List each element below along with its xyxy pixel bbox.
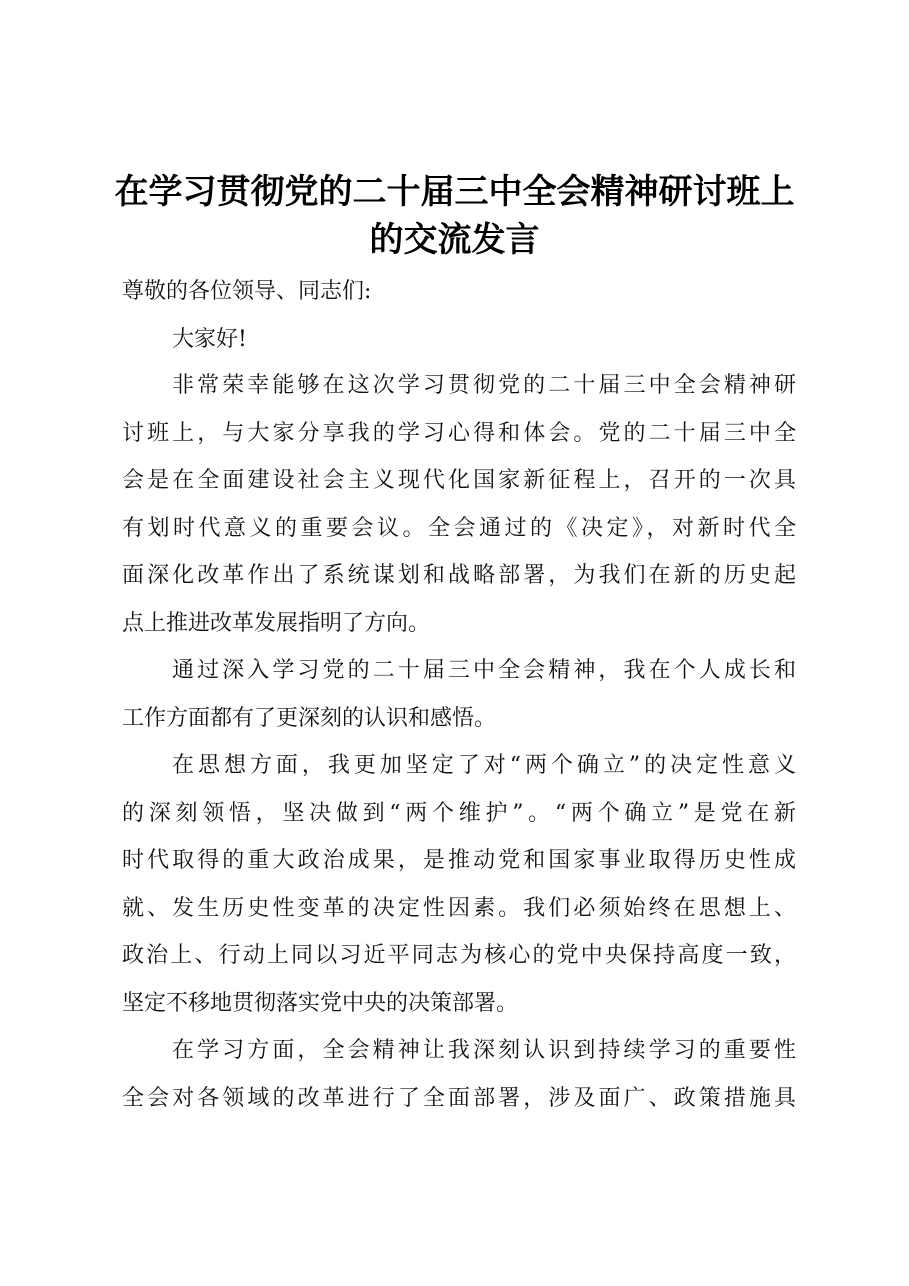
- paragraph-line: 非常荣幸能够在这次学习贯彻党的二十届三中全会精神研: [172, 373, 796, 398]
- document-title: [100, 168, 809, 264]
- paragraph-line: 的深刻领悟，坚决做到“两个维护”。“两个确立”是党在新: [122, 800, 796, 826]
- paragraph-line: 就、发生历史性变革的决定性因素。我们必须始终在思想上、: [122, 895, 796, 921]
- paragraph-3: [122, 742, 796, 1027]
- paragraph-4: [122, 1027, 796, 1122]
- paragraph-line: 坚定不移地贯彻落实党中央的决策部署。: [122, 990, 519, 1016]
- paragraph-line: 在思想方面，我更加坚定了对“两个确立”的决定性意义: [172, 753, 796, 778]
- paragraph-line: 面深化改革作出了系统谋划和战略部署，为我们在新的历史起: [122, 563, 796, 588]
- paragraph-2: [122, 647, 796, 742]
- paragraph-line: 时代取得的重大政治成果，是推动党和国家事业取得历史性成: [122, 848, 796, 873]
- paragraph-line: 工作方面都有了更深刻的认识和感悟。: [122, 705, 497, 731]
- title-line-1: 在学习贯彻党的二十届三中全会精神研讨班上: [114, 172, 795, 212]
- paragraph-line: 通过深入学习党的二十届三中全会精神，我在个人成长和: [172, 658, 796, 683]
- paragraph-line: 会是在全面建设社会主义现代化国家新征程上，召开的一次具: [122, 468, 796, 493]
- greeting: 大家好!: [172, 327, 247, 352]
- title-line-2: 的交流发言: [369, 220, 540, 260]
- paragraph-line: 在学习方面，全会精神让我深刻认识到持续学习的重要性: [172, 1038, 796, 1063]
- paragraph-line: 全会对各领域的改革进行了全面部署，涉及面广、政策措施具: [122, 1085, 796, 1111]
- paragraph-line: 讨班上，与大家分享我的学习心得和体会。党的二十届三中全: [122, 420, 796, 446]
- paragraph-line: 有划时代意义的重要会议。全会通过的《决定》，对新时代全: [122, 515, 796, 541]
- paragraph-1: [122, 362, 796, 647]
- salutation: 尊敬的各位领导、同志们:: [122, 279, 372, 304]
- paragraph-line: 点上推进改革发展指明了方向。: [122, 610, 431, 636]
- paragraph-line: 政治上、行动上同以习近平同志为核心的党中央保持高度一致，: [122, 943, 796, 968]
